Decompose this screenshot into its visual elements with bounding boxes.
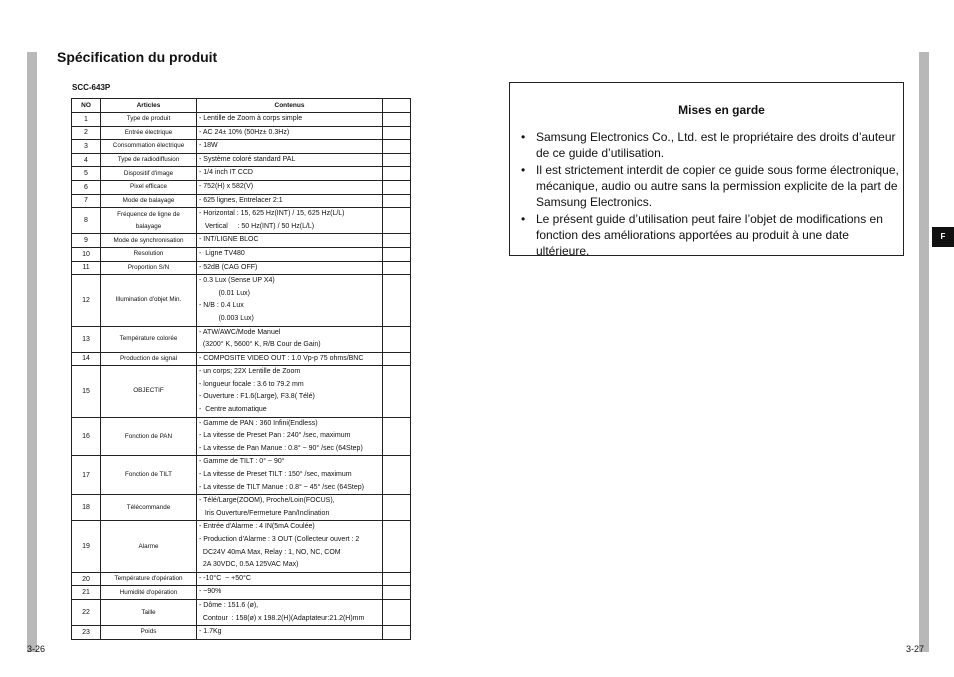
row-blank [383, 153, 411, 167]
row-article [101, 626, 197, 640]
row-number: 1 [72, 113, 101, 127]
article-line: Type de radiodiffusion [117, 156, 180, 164]
bullet-icon: • [521, 163, 526, 177]
contenus-line: - Horizontal : 15, 625 Hz(INT) / 15, 625 Hz(L/L) [199, 210, 345, 218]
article-line: Mode de balayage [122, 196, 175, 204]
row-contenus [197, 126, 383, 140]
contenus-line: - Système coloré standard PAL [199, 155, 296, 163]
contenus-line: - 1/4 inch IT CCD [199, 169, 253, 177]
table-row [72, 521, 411, 572]
row-number: 10 [72, 247, 101, 261]
contenus-line: - Ouverture : F1.6(Large), F3.8( Télé) [199, 393, 315, 401]
row-blank [383, 586, 411, 600]
row-blank [383, 572, 411, 586]
contenus-line: 2A 30VDC, 0.5A 125VAC Max) [199, 561, 299, 569]
row-number: 15 [72, 366, 101, 417]
contenus-line: DC24V 40mA Max, Relay : 1, NO, NC, COM [199, 548, 341, 556]
table-row [72, 572, 411, 586]
table-row [72, 352, 411, 366]
row-number: 23 [72, 626, 101, 640]
contenus-line: - Télé/Large(ZOOM), Proche/Loin(FOCUS), [199, 497, 335, 505]
article-line: Télécommande [126, 503, 171, 511]
article-line: Dispositif d'image [123, 169, 174, 177]
article-line: Production de signal [119, 354, 178, 362]
page-number-left: 3-26 [27, 644, 46, 654]
article-line: Consommation électrique [112, 142, 185, 150]
table-row [72, 366, 411, 417]
bullet-icon: • [521, 212, 526, 226]
table-row [72, 275, 411, 326]
table-row [72, 626, 411, 640]
row-contenus [197, 261, 383, 275]
row-number: 20 [72, 572, 101, 586]
table-row [72, 586, 411, 600]
header-no: NO [72, 99, 101, 113]
row-blank [383, 140, 411, 154]
contenus-line: - -10°C ~ +50°C [199, 574, 251, 582]
row-article [101, 153, 197, 167]
table-row [72, 456, 411, 495]
row-number: 22 [72, 599, 101, 625]
contenus-line: - Entrée d'Alarme : 4 IN(5mA Coulée) [199, 523, 315, 531]
spec-table-body [72, 113, 411, 640]
table-row [72, 140, 411, 154]
contenus-line: - ATW/AWC/Mode Manuel [199, 328, 281, 336]
row-number: 16 [72, 417, 101, 456]
bullet-icon: • [521, 130, 526, 144]
caution-item [520, 129, 905, 161]
article-line: Entrée électrique [124, 128, 173, 136]
row-contenus [197, 586, 383, 600]
row-number: 18 [72, 495, 101, 521]
row-article [101, 495, 197, 521]
row-number: 21 [72, 586, 101, 600]
row-contenus [197, 275, 383, 326]
table-row [72, 261, 411, 275]
contenus-line: - un corps; 22X Lentille de Zoom [199, 368, 301, 376]
contenus-line: (3200° K, 5600° K, R/B Cour de Gain) [199, 341, 321, 349]
row-blank [383, 194, 411, 208]
contenus-line: (0.01 Lux) [199, 289, 250, 297]
row-blank [383, 126, 411, 140]
contenus-line: - COMPOSITE VIDEO OUT : 1.0 Vp-p 75 ohms/BNC [199, 354, 364, 362]
row-article [101, 126, 197, 140]
row-article [101, 326, 197, 352]
contenus-line: - N/B : 0.4 Lux [199, 302, 244, 310]
row-contenus [197, 599, 383, 625]
row-contenus [197, 208, 383, 234]
row-blank [383, 626, 411, 640]
contenus-line: - 625 lignes, Entrelacer 2:1 [199, 196, 283, 204]
article-line: Fréquence de ligne de [117, 210, 180, 218]
row-blank [383, 495, 411, 521]
row-article [101, 417, 197, 456]
caution-list [520, 129, 905, 260]
language-tab: F [932, 227, 954, 247]
contenus-line: - ~90% [199, 588, 222, 596]
row-article [101, 140, 197, 154]
caution-item-text: Samsung Electronics Co., Ltd. est le propriétaire des droits d’auteur de ce guide d’utilisation. [536, 130, 896, 160]
row-contenus [197, 495, 383, 521]
row-blank [383, 234, 411, 248]
contenus-line: - Production d'Alarme : 3 OUT (Collecteur ouvert : 2 [199, 536, 360, 543]
contenus-line: - Gamme de PAN : 360 Infini(Endless) [199, 419, 318, 427]
left-margin-bar [27, 52, 37, 652]
article-line: Fonction de PAN [124, 432, 173, 440]
caution-box [509, 82, 904, 256]
contenus-line: - Dôme : 151.6 (ø), [199, 601, 259, 609]
row-article [101, 180, 197, 194]
contenus-line: Contour : 158(ø) x 198.2(H)(Adaptateur:21.2(H)mm [199, 614, 365, 622]
row-number: 9 [72, 234, 101, 248]
row-number: 4 [72, 153, 101, 167]
contenus-line: - Ligne TV480 [199, 249, 245, 257]
row-number: 14 [72, 352, 101, 366]
article-line: Taille [141, 608, 156, 616]
caution-item [520, 211, 905, 259]
contenus-line: - 18W [199, 142, 218, 150]
contenus-line: Iris Ouverture/Fermeture Pan/Inclination [199, 509, 330, 517]
row-blank [383, 113, 411, 127]
contenus-line: - INT/LIGNE BLOC [199, 236, 259, 244]
contenus-line: - AC 24± 10% (50Hz± 0.3Hz) [199, 128, 290, 136]
contenus-line: - La vitesse de Pan Manue : 0.8° ~ 90° /sec (64Step) [199, 444, 363, 452]
article-line: Resolution [133, 250, 164, 258]
row-number: 17 [72, 456, 101, 495]
contenus-line: - 52dB (CAG OFF) [199, 263, 258, 271]
row-article [101, 521, 197, 572]
row-article [101, 366, 197, 417]
row-number: 3 [72, 140, 101, 154]
row-article [101, 599, 197, 625]
row-number: 13 [72, 326, 101, 352]
table-row [72, 208, 411, 234]
row-blank [383, 456, 411, 495]
contenus-line: - Lentille de Zoom à corps simple [199, 115, 303, 122]
contenus-line: - longueur focale : 3.6 to 79.2 mm [199, 380, 304, 388]
table-row [72, 326, 411, 352]
row-article [101, 261, 197, 275]
article-line: Alarme [138, 542, 159, 550]
row-contenus [197, 626, 383, 640]
header-blank [383, 99, 411, 113]
contenus-line: - 0.3 Lux (Sense UP X4) [199, 277, 275, 285]
row-article [101, 113, 197, 127]
row-article [101, 208, 197, 234]
table-row [72, 495, 411, 521]
header-contenus: Contenus [197, 99, 383, 113]
right-margin-bar [919, 52, 929, 652]
contenus-line: - Gamme de TILT : 0° ~ 90° [199, 458, 285, 466]
row-blank [383, 167, 411, 181]
row-number: 11 [72, 261, 101, 275]
row-article [101, 456, 197, 495]
table-row [72, 113, 411, 127]
row-blank [383, 326, 411, 352]
table-row [72, 180, 411, 194]
row-contenus [197, 366, 383, 417]
contenus-line: - Centre automatique [199, 406, 267, 414]
row-contenus [197, 194, 383, 208]
row-blank [383, 180, 411, 194]
contenus-line: - La vitesse de TILT Manue : 0.8° ~ 45° /sec (64Step) [199, 483, 364, 491]
table-row [72, 153, 411, 167]
row-contenus [197, 352, 383, 366]
row-article [101, 234, 197, 248]
table-row [72, 194, 411, 208]
row-contenus [197, 180, 383, 194]
article-line: Humidité d'opération [119, 588, 178, 596]
article-line: balayage [135, 222, 162, 230]
row-contenus [197, 113, 383, 127]
contenus-line: (0.003 Lux) [199, 314, 254, 322]
row-article [101, 275, 197, 326]
table-row [72, 247, 411, 261]
table-row [72, 417, 411, 456]
row-blank [383, 247, 411, 261]
row-contenus [197, 167, 383, 181]
row-blank [383, 366, 411, 417]
row-blank [383, 417, 411, 456]
row-contenus [197, 456, 383, 495]
article-line: OBJECTIF [133, 387, 164, 395]
row-article [101, 572, 197, 586]
row-number: 2 [72, 126, 101, 140]
row-article [101, 247, 197, 261]
row-number: 8 [72, 208, 101, 234]
row-contenus [197, 234, 383, 248]
spec-table [71, 98, 411, 640]
caution-item-text: Le présent guide d’utilisation peut faire l’objet de modifications en fonction des améliorations apportées au produit à une date ultérieure. [536, 212, 883, 258]
row-number: 12 [72, 275, 101, 326]
header-articles: Articles [101, 99, 197, 113]
row-contenus [197, 153, 383, 167]
model-label: SCC-643P [72, 83, 111, 92]
contenus-line: Vertical : 50 Hz(INT) / 50 Hz(L/L) [199, 222, 315, 230]
caution-item-text: Il est strictement interdit de copier ce guide sous forme électronique, mécanique, audio ou autre sans la permission explicite de la part de Samsung Electronics. [536, 163, 899, 209]
article-line: Mode de synchronisation [113, 236, 184, 244]
row-contenus [197, 326, 383, 352]
caution-title: Mises en garde [678, 103, 765, 117]
row-contenus [197, 417, 383, 456]
row-blank [383, 521, 411, 572]
caution-item [520, 162, 905, 210]
table-row [72, 126, 411, 140]
row-contenus [197, 140, 383, 154]
row-number: 19 [72, 521, 101, 572]
row-blank [383, 261, 411, 275]
article-line: Température colorée [119, 335, 178, 343]
page-title: Spécification du produit [57, 49, 218, 65]
article-line: Type de produit [126, 115, 171, 123]
row-contenus [197, 521, 383, 572]
contenus-line: - La vitesse de Preset Pan : 240° /sec, maximum [199, 432, 351, 440]
contenus-line: - 1.7Kg [199, 628, 222, 636]
row-blank [383, 208, 411, 234]
row-blank [383, 352, 411, 366]
row-contenus [197, 572, 383, 586]
row-number: 5 [72, 167, 101, 181]
table-row [72, 167, 411, 181]
article-line: Température d'opération [114, 575, 183, 583]
contenus-line: - 752(H) x 582(V) [199, 182, 254, 190]
article-line: Illumination d'objet Min. [115, 296, 182, 304]
table-row [72, 599, 411, 625]
article-line: Pixel efficace [130, 183, 167, 191]
row-article [101, 194, 197, 208]
row-article [101, 586, 197, 600]
article-line: Poids [140, 628, 157, 636]
article-line: Fonction de TILT [124, 471, 173, 479]
table-header-row [72, 99, 411, 113]
article-line: Proportion S/N [127, 263, 170, 271]
contenus-line: - La vitesse de Preset TILT : 150° /sec, maximum [199, 471, 352, 479]
page-number-right: 3-27 [906, 644, 925, 654]
table-row [72, 234, 411, 248]
row-contenus [197, 247, 383, 261]
row-article [101, 167, 197, 181]
row-blank [383, 275, 411, 326]
row-article [101, 352, 197, 366]
row-number: 6 [72, 180, 101, 194]
row-number: 7 [72, 194, 101, 208]
row-blank [383, 599, 411, 625]
